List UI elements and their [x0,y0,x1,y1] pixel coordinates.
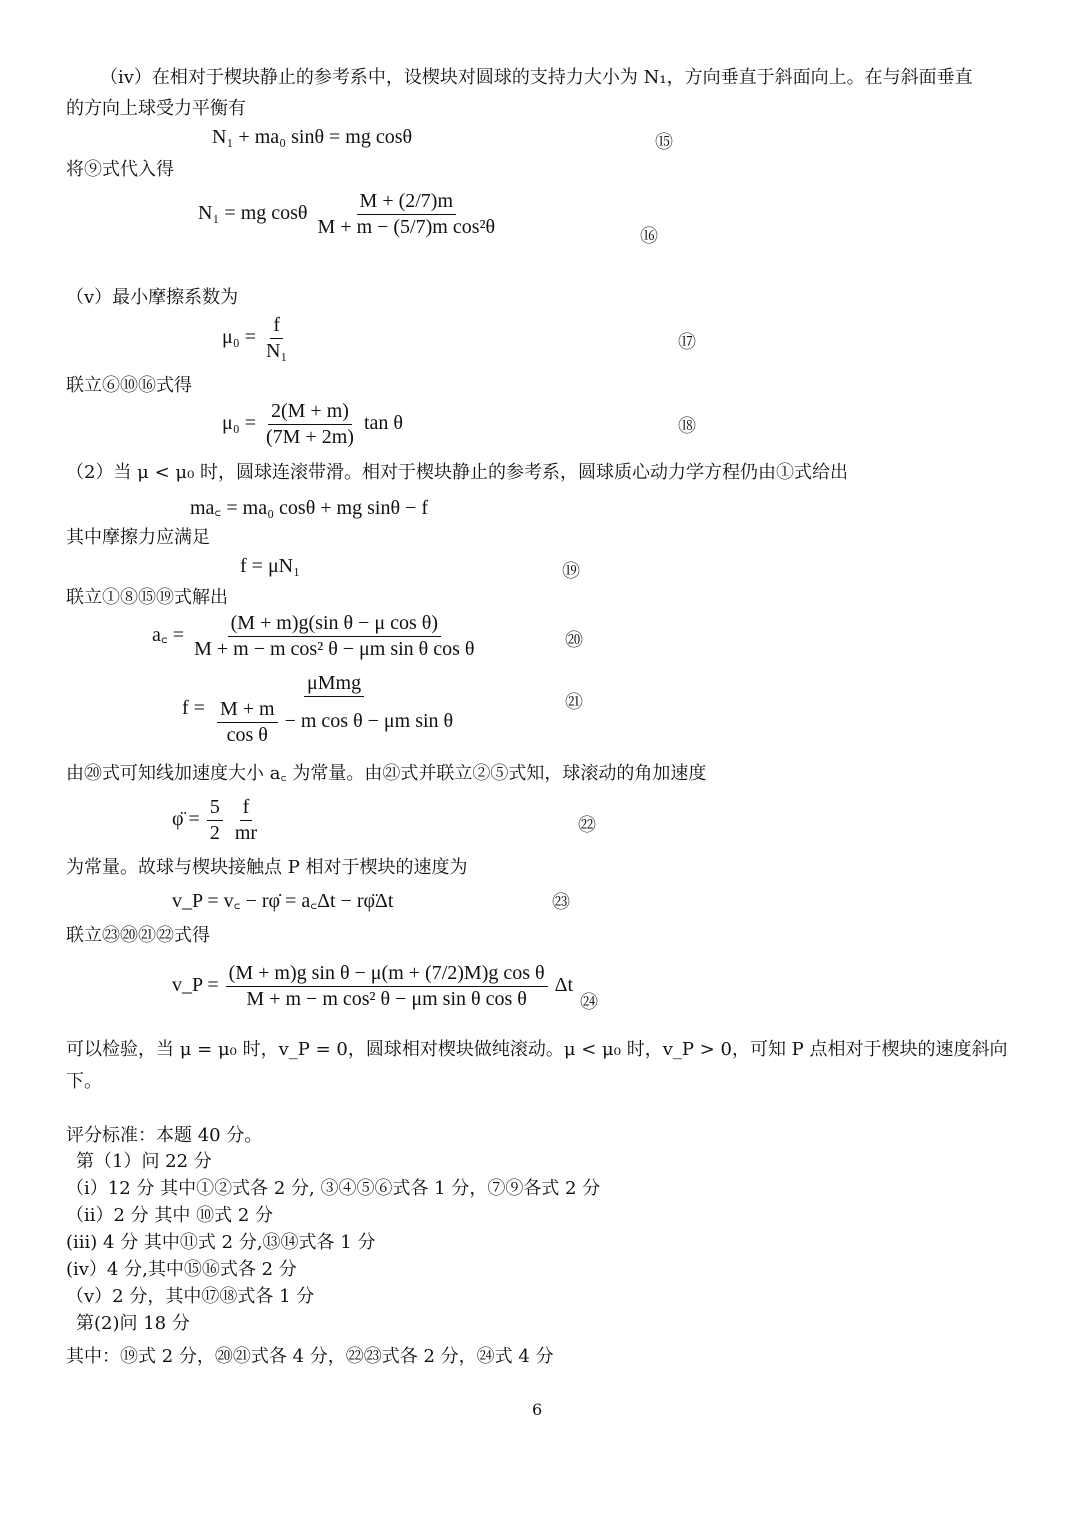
equation-24-numerator: (M + m)g sin θ − μ(m + (7/2)M)g cos θ [226,962,548,987]
equation-16-fraction [315,190,499,239]
equation-21-lhs: f = [182,697,205,720]
equation-21-inner-numerator: M + m [217,698,278,723]
equation-16-denominator: M + m − (5/7)m cos²θ [317,216,496,238]
equation-20-numerator: (M + m)g(sin θ − μ cos θ) [228,612,441,637]
equation-18-rhs: tan θ [363,412,403,435]
equation-21-inner-fraction [217,698,278,747]
equation-number-23: ㉓ [552,892,570,913]
equation-16-numerator: M + (2/7)m [357,190,457,215]
equation-22-coefficient [207,796,223,845]
equation-18-fraction [263,400,357,449]
equation-number-17: ⑰ [678,332,696,353]
equation-22 [172,796,262,845]
grading-part-ii: （ii）2 分 其中 ⑩式 2 分 [66,1205,274,1226]
part-2-heading: （2）当 μ < μ₀ 时，圆球连滚带滑。相对于楔块静止的参考系，圆球质心动力学方程仍由①式给出 [66,462,849,483]
equation-21-denominator [212,697,456,747]
equation-22-lhs: φ̈ = [172,808,200,831]
equation-17-lhs: μ₀ = [222,326,256,349]
combine-23-20-21-22-text: 联立㉓⑳㉑㉒式得 [66,925,210,946]
equation-number-15: ⑮ [655,132,673,153]
grading-part-i: （i）12 分 其中①②式各 2 分, ③④⑤⑥式各 1 分，⑦⑨各式 2 分 [66,1178,601,1199]
constant-text: 为常量。故球与楔块接触点 P 相对于楔块的速度为 [66,857,468,878]
equation-24-lhs: v_P = [172,974,219,997]
equation-24-fraction [226,962,548,1011]
equation-16-lhs: N₁ = mg cosθ [198,202,308,225]
equation-number-21: ㉑ [565,692,583,713]
equation-18-numerator: 2(M + m) [268,400,352,425]
equation-18 [222,400,403,449]
equation-number-18: ⑱ [678,416,696,437]
equation-number-22: ㉒ [578,815,596,836]
equation-21-fraction [212,672,456,747]
equation-20 [152,612,480,661]
equation-23: v_P = v꜀ − rφ̇ = a꜀Δt − rφ̈Δt [172,890,394,912]
equation-19: f = μN₁ [240,555,301,577]
equation-21-denominator-tail: − m cos θ − μm sin θ [284,710,454,733]
paragraph-iv-line2: 的方向上球受力平衡有 [66,98,246,119]
equation-number-24: ㉔ [580,992,598,1013]
equation-15: N₁ + ma₀ sinθ = mg cosθ [212,126,413,148]
grading-question-2-detail: 其中：⑲式 2 分，⑳㉑式各 4 分，㉒㉓式各 2 分，㉔式 4 分 [66,1346,554,1367]
equation-20-fraction [191,612,477,661]
equation-22-fraction [232,796,260,845]
paragraph-v: （v）最小摩擦系数为 [66,287,239,308]
equation-17-fraction [263,314,290,363]
equation-20-denominator: M + m − m cos² θ − μm sin θ cos θ [194,638,475,660]
substitute-9-text: 将⑨式代入得 [66,159,174,180]
equation-21-inner-denominator: cos θ [226,724,268,746]
equation-17 [222,314,292,363]
equation-number-16: ⑯ [640,226,658,247]
grading-part-iv: (iv）4 分,其中⑮⑯式各 2 分 [66,1259,297,1280]
equation-24-denominator: M + m − m cos² θ − μm sin θ cos θ [246,988,527,1010]
equation-22-denominator: mr [234,822,258,844]
equation-17-numerator: f [270,314,283,339]
equation-24-rhs: Δt [554,974,574,997]
page-number: 6 [532,1400,543,1419]
equation-main: ma꜀ = ma₀ cosθ + mg sinθ − f [190,497,428,519]
equation-24 [172,962,573,1011]
paragraph-iv-line1: （iv）在相对于楔块静止的参考系中，设楔块对圆球的支持力大小为 N₁，方向垂直于斜面向上。在与斜面垂直 [100,67,973,88]
grading-part-v: （v）2 分，其中⑰⑱式各 1 分 [66,1286,315,1307]
grading-question-2: 第(2)问 18 分 [76,1313,190,1334]
equation-18-denominator: (7M + 2m) [265,426,354,448]
equation-21-numerator: μMmg [304,672,364,697]
equation-16 [198,190,500,239]
combine-6-10-16-text: 联立⑥⑩⑯式得 [66,375,192,396]
from-20-text: 由⑳式可知线加速度大小 a꜀ 为常量。由㉑式并联立②⑤式知，球滚动的角加速度 [66,763,707,784]
grading-question-1: 第（1）问 22 分 [76,1151,212,1172]
grading-part-iii: (iii) 4 分 其中⑪式 2 分,⑬⑭式各 1 分 [66,1232,376,1253]
equation-20-lhs: a꜀ = [152,624,185,647]
equation-21 [182,672,458,747]
verification-line2: 下。 [66,1071,102,1092]
equation-number-19: ⑲ [562,561,580,582]
equation-22-coefficient-numerator: 5 [207,796,223,821]
combine-1-8-15-19-text: 联立①⑧⑮⑲式解出 [66,587,228,608]
equation-17-denominator: N₁ [265,340,288,362]
equation-number-20: ⑳ [565,630,583,651]
equation-18-lhs: μ₀ = [222,412,256,435]
equation-22-numerator: f [240,796,253,821]
equation-22-coefficient-denominator: 2 [209,822,220,844]
grading-title: 评分标准：本题 40 分。 [66,1125,263,1146]
verification-line1: 可以检验，当 μ = μ₀ 时，v_P = 0，圆球相对楔块做纯滚动。μ < μ₀ 时，v_P > 0，可知 P 点相对于楔块的速度斜向 [66,1039,1008,1060]
friction-condition-text: 其中摩擦力应满足 [66,527,210,548]
